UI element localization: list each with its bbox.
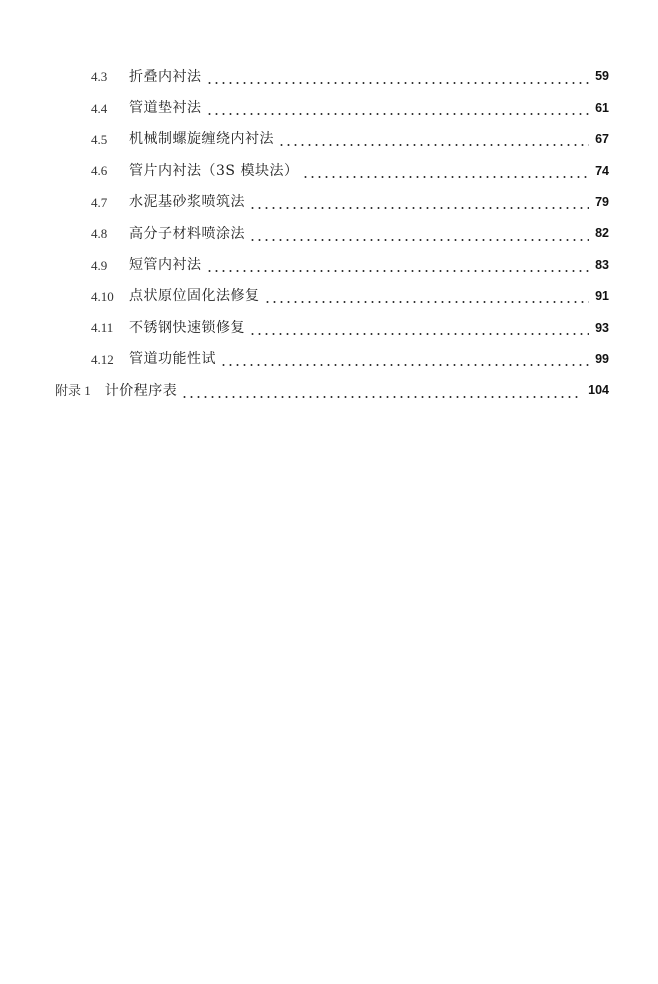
toc-entry-page: 61 — [595, 100, 609, 115]
toc-entry-title: 点状原位固化法修复 — [129, 288, 260, 305]
toc-entry-4-10[interactable] — [0, 281, 658, 312]
toc-entry-title: 管片内衬法（3S 模块法） — [129, 162, 299, 179]
table-of-contents — [0, 61, 658, 406]
toc-entry-title: 高分子材料喷涂法 — [129, 225, 245, 242]
toc-entry-number: 4.5 — [91, 131, 108, 147]
toc-entry-number: 4.10 — [91, 288, 114, 304]
toc-entry-title: 折叠内衬法 — [129, 68, 202, 85]
dot-leader — [206, 101, 590, 115]
toc-entry-title: 水泥基砂浆喷筑法 — [129, 194, 245, 211]
toc-entry-title: 管道功能性试 — [129, 351, 216, 368]
toc-entry-4-3[interactable] — [0, 61, 658, 92]
dot-leader — [206, 70, 590, 84]
toc-appendix-title: 计价程序表 — [104, 382, 178, 399]
toc-entry-title: 不锈钢快速锁修复 — [129, 319, 245, 336]
toc-entry-title: 短管内衬法 — [129, 257, 202, 274]
toc-entry-number: 4.7 — [91, 194, 108, 210]
dot-leader — [206, 258, 590, 272]
toc-appendix-page: 104 — [588, 383, 609, 398]
toc-entry-appendix-1[interactable] — [0, 375, 658, 406]
toc-entry-number: 4.4 — [91, 100, 108, 116]
toc-entry-4-4[interactable] — [0, 92, 658, 123]
toc-entry-page: 83 — [595, 257, 609, 272]
toc-entry-page: 93 — [595, 320, 609, 335]
toc-entry-4-7[interactable] — [0, 187, 658, 218]
toc-entry-page: 59 — [595, 69, 609, 84]
toc-entry-page: 82 — [595, 226, 609, 241]
dot-leader — [249, 227, 589, 241]
toc-entry-number: 4.8 — [91, 226, 108, 242]
toc-entry-title: 管道垫衬法 — [129, 100, 202, 117]
toc-entry-number: 4.11 — [91, 320, 114, 336]
toc-entry-4-12[interactable] — [0, 344, 658, 375]
toc-entry-number: 4.6 — [91, 163, 108, 179]
toc-entry-title: 机械制螺旋缠绕内衬法 — [129, 131, 274, 148]
dot-leader — [249, 195, 589, 209]
toc-entry-number: 4.9 — [91, 257, 108, 273]
toc-entry-page: 99 — [595, 351, 609, 366]
toc-entry-4-8[interactable] — [0, 218, 658, 249]
dot-leader — [220, 352, 589, 366]
toc-entry-page: 79 — [595, 195, 609, 209]
toc-entry-number: 4.12 — [91, 351, 114, 367]
toc-entry-page: 91 — [595, 289, 609, 304]
dot-leader — [278, 132, 589, 146]
dot-leader — [181, 384, 582, 398]
toc-appendix-number: 附录 1 — [55, 383, 91, 399]
toc-entry-4-11[interactable] — [0, 312, 658, 343]
dot-leader — [302, 164, 589, 178]
dot-leader — [264, 289, 590, 303]
toc-entry-number: 4.3 — [91, 69, 108, 85]
toc-entry-page: 67 — [595, 132, 609, 147]
dot-leader — [249, 321, 589, 335]
toc-entry-4-9[interactable] — [0, 249, 658, 280]
toc-entry-4-6[interactable] — [0, 155, 658, 186]
toc-entry-page: 74 — [595, 163, 609, 178]
toc-entry-4-5[interactable] — [0, 124, 658, 155]
